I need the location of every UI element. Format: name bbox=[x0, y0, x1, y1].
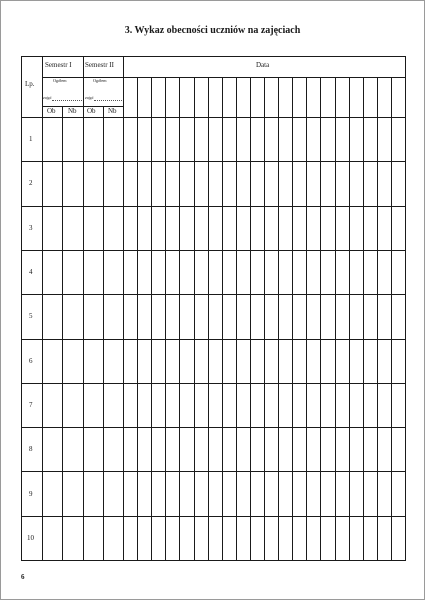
semester-1-absent-header: Nb bbox=[68, 107, 77, 115]
semester-1-header: Semestr I bbox=[45, 61, 72, 69]
row-number: 10 bbox=[27, 533, 34, 542]
row-number: 5 bbox=[29, 312, 33, 321]
date-column-divider bbox=[335, 77, 336, 560]
date-column-divider bbox=[179, 77, 180, 560]
date-column-divider bbox=[391, 77, 392, 560]
row-number: 3 bbox=[29, 223, 33, 232]
semester-2-absent-header: Nb bbox=[108, 107, 117, 115]
date-column-divider bbox=[137, 77, 138, 560]
semester-divider bbox=[83, 57, 84, 560]
semester-2-total-label: Ogółem bbox=[93, 78, 107, 83]
date-column-divider bbox=[250, 77, 251, 560]
header-bottom-line bbox=[22, 117, 405, 118]
date-column-divider bbox=[278, 77, 279, 560]
row-number: 9 bbox=[29, 489, 33, 498]
row-divider bbox=[22, 294, 405, 295]
row-divider bbox=[22, 161, 405, 162]
date-column-divider bbox=[208, 77, 209, 560]
row-divider bbox=[22, 383, 405, 384]
row-number: 2 bbox=[29, 179, 33, 188]
attendance-table bbox=[21, 56, 406, 561]
lp-column-divider bbox=[42, 57, 43, 560]
date-area-divider bbox=[123, 57, 124, 560]
row-number: 6 bbox=[29, 356, 33, 365]
date-column-divider bbox=[194, 77, 195, 560]
semester-2-header: Semestr II bbox=[85, 61, 114, 69]
date-column-divider bbox=[236, 77, 237, 560]
ob-nb-divider bbox=[103, 106, 104, 560]
fill-in-dotted-line bbox=[52, 100, 82, 101]
header-row-line bbox=[42, 77, 405, 78]
date-header: Data bbox=[256, 61, 270, 69]
row-number: 7 bbox=[29, 400, 33, 409]
row-divider bbox=[22, 471, 405, 472]
semester-1-present-header: Ob bbox=[47, 107, 56, 115]
row-divider bbox=[22, 250, 405, 251]
row-divider bbox=[22, 339, 405, 340]
row-number: 8 bbox=[29, 445, 33, 454]
row-divider bbox=[22, 516, 405, 517]
ob-nb-divider bbox=[62, 106, 63, 560]
date-column-divider bbox=[264, 77, 265, 560]
date-column-divider bbox=[165, 77, 166, 560]
date-column-divider bbox=[377, 77, 378, 560]
semester-2-present-header: Ob bbox=[87, 107, 96, 115]
semester-1-lessons-label: zajęć bbox=[43, 95, 52, 100]
date-column-divider bbox=[222, 77, 223, 560]
date-column-divider bbox=[306, 77, 307, 560]
date-column-divider bbox=[320, 77, 321, 560]
page-title: 3. Wykaz obecności uczniów na zajęciach bbox=[124, 25, 301, 36]
semester-2-lessons-label: zajęć bbox=[85, 95, 94, 100]
lp-header: Lp. bbox=[25, 80, 35, 88]
date-column-divider bbox=[292, 77, 293, 560]
row-number: 1 bbox=[29, 135, 33, 144]
date-column-divider bbox=[151, 77, 152, 560]
date-column-divider bbox=[349, 77, 350, 560]
row-divider bbox=[22, 427, 405, 428]
date-column-divider bbox=[363, 77, 364, 560]
subheader-row-line bbox=[42, 106, 123, 107]
row-divider bbox=[22, 206, 405, 207]
row-number: 4 bbox=[29, 268, 33, 277]
fill-in-dotted-line bbox=[94, 100, 122, 101]
semester-1-total-label: Ogółem bbox=[53, 78, 67, 83]
page-number: 6 bbox=[21, 573, 25, 581]
